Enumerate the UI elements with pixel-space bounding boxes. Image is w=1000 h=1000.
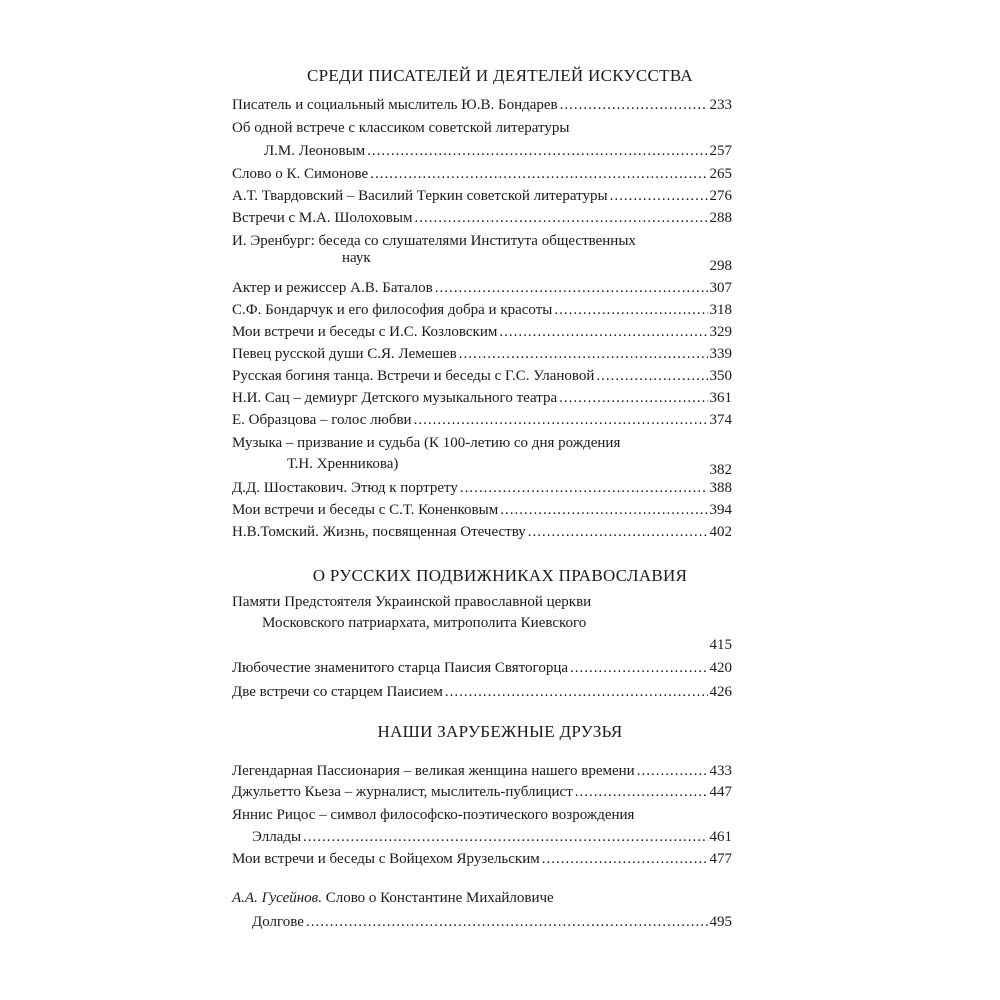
section-title: НАШИ ЗАРУБЕЖНЫЕ ДРУЗЬЯ	[377, 722, 623, 741]
page-number: 426	[709, 684, 732, 700]
page-number: 382	[709, 462, 732, 478]
page-number: 318	[709, 302, 732, 318]
page-number: 495	[709, 914, 732, 930]
page-number: 329	[709, 324, 732, 340]
page-number: 420	[709, 660, 732, 676]
page-number: 257	[709, 143, 732, 159]
page-number: 447	[709, 784, 732, 800]
page-number: 233	[709, 97, 732, 113]
table-of-contents-page: СРЕДИ ПИСАТЕЛЕЙ И ДЕЯТЕЛЕЙ ИСКУССТВА Писатель и социальный мыслитель Ю.В. Бондарев ..... 233 Об одной встрече с классиком советской литературы Л.М. Леоновым ..... 257 Слово о К. Симонове ..... 265 А.Т. Твардовский – Василий Теркин советской литературы ..... 276 Встречи с М.А. Шолоховым ..... 288 И. Эренбург: беседа со слушателями Института общественных наук 298 Актер и режиссер А.В. Баталов ..... 307 С.Ф. Бондарчук и его философия добра и красоты ..... 318 Мои встречи и беседы с И.С. Козловским ..... 329 Певец русской души С.Я. Лемешев ..... 339 Русская богиня танца. Встречи и беседы с Г.С. Улановой ..... 350 Н.И. Сац – демиург Детского музыкального театра ..... 361 Е. Образцова – голос любви ..... 374 Музыка – призвание и судьба (К 100-летию со дня рождения Т.Н. Хренникова) 382 Д.Д. Шостакович. Этюд к портрету ..... 388 Мои встречи и беседы с С.Т. Коненковым ..... 394 Н.В.Томский. Жизнь, посвященная Отечеству ..... 402 О РУССКИХ ПОДВИЖНИКАХ ПРАВОСЛАВИЯ Памяти Предстоятеля Украинской православной церкви Московского патриархата, митрополита Киевского 415 Любочестие знаменитого старца Паисия Святогорца ..... 420 Две встречи со старцем Паисием ..... 426 НАШИ ЗАРУБЕЖНЫЕ ДРУЗЬЯ Легендарная Пассионария – великая женщина нашего времени ..... 433 Джульетто Кьеза – журналист, мыслитель-публицист ..... 447 Яннис Рицос – символ философско-поэтического возрождения Эллады ..... 461 Мои встречи и беседы с Войцехом Ярузельским ..... 477 А.А. Гусейнов. Слово о Константине Михайловиче Долгове ..... 495	[0, 0, 1000, 1000]
page-number: 361	[709, 390, 732, 406]
afterword-author: А.А. Гусейнов.	[232, 890, 322, 906]
page-number: 415	[709, 637, 732, 653]
page-number: 339	[709, 346, 732, 362]
section-title: О РУССКИХ ПОДВИЖНИКАХ ПРАВОСЛАВИЯ	[312, 566, 688, 585]
section-title: СРЕДИ ПИСАТЕЛЕЙ И ДЕЯТЕЛЕЙ ИСКУССТВА	[306, 66, 693, 85]
page-number: 477	[709, 851, 732, 867]
page-number: 276	[709, 188, 732, 204]
page-number: 402	[709, 524, 732, 540]
page-number: 265	[709, 166, 732, 182]
page-number: 388	[709, 480, 732, 496]
page-number: 307	[709, 280, 732, 296]
page-number: 288	[709, 210, 732, 226]
page-number: 374	[709, 412, 732, 428]
page-number: 433	[709, 763, 732, 779]
page-number: 461	[709, 829, 732, 845]
page-number: 350	[709, 368, 732, 384]
page-number: 298	[709, 258, 732, 274]
page-number: 394	[709, 502, 732, 518]
